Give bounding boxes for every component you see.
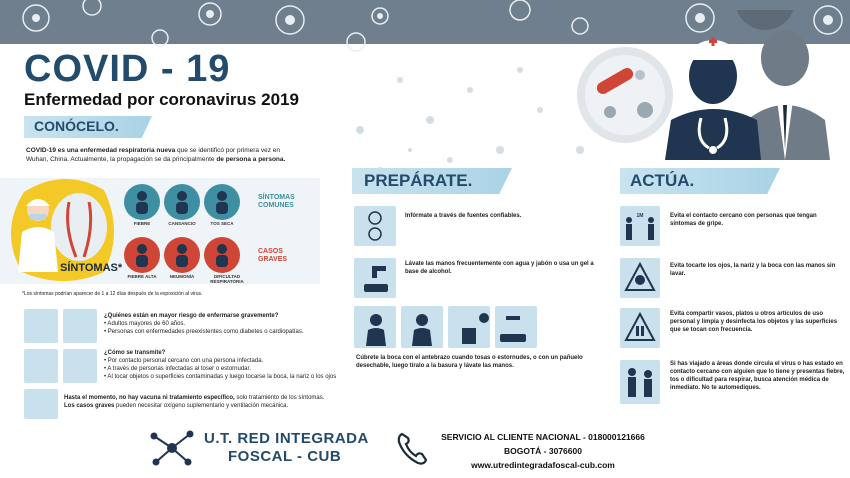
web-link[interactable]: www.utredintegradafoscal-cub.com (471, 460, 615, 470)
symptom-label: CANSANCIO (168, 221, 196, 226)
actua-item: Evita el contacto cercano con personas que tengan síntomas de gripe. (670, 213, 817, 227)
vaccine-rest: solo tratamiento de los síntomas. (234, 395, 325, 401)
figure-silhouettes-icon (124, 184, 240, 274)
actua-label: ACTÚA. (630, 171, 695, 190)
transmit-title: ¿Cómo se transmite? (104, 350, 166, 356)
intro-rest-1: que se identificó por primera vez en (175, 147, 280, 154)
graves-bold: Los casos graves (64, 403, 115, 409)
preparate-item: Infórmate a través de fuentes confiables. (405, 213, 522, 219)
distance-figures-icon (620, 206, 660, 246)
actua-item: Evita compartir vasos, platos u otros artículos de uso personal y limpia y desinfecta los objetos y las superficies que se tocan con frecuencia. (670, 311, 838, 333)
vaccine-bold: Hasta el momento, no hay vacuna ni tratamiento específico, (64, 395, 235, 401)
faucet-icon (358, 262, 392, 294)
sintomas-label: SÍNTOMAS* (60, 262, 123, 274)
distance-1m-label: 1M (636, 213, 644, 219)
doctor-patient-icon (620, 360, 660, 404)
medical-staff-icon (665, 10, 835, 160)
symptom-label: DIFICULTAD RESPIRATORIA (210, 274, 244, 284)
preparate-label: PREPÁRATE. (364, 171, 473, 190)
risk-item: • Personas con enfermedades preexistentes como diabetes o cardiopatías. (104, 329, 304, 335)
patient-icon (63, 309, 97, 343)
prevention-figures-icon (354, 306, 538, 348)
contact-icon (24, 349, 58, 383)
sneeze-icon (63, 349, 97, 383)
city-line: BOGOTÁ - 3076600 (504, 446, 582, 456)
org-name-line-2: FOSCAL - CUB (228, 448, 342, 465)
preparate-bottom-text: Cúbrete la boca con el antebrazo cuando tosas o estornudes, o con un pañuelo desechable, luego tíralo a la basura y lávate las manos. (356, 355, 583, 369)
service-line: SERVICIO AL CLIENTE NACIONAL - 018000121666 (441, 432, 645, 442)
org-name-line-1: U.T. RED INTEGRADA (204, 430, 369, 447)
preparate-item: Lávate las manos frecuentemente con agua y jabón o usa un gel a base de alcohol. (405, 261, 594, 275)
actua-item: Si has viajado a áreas donde circula el virus o has estado en contacto cercano con alguien que lo tiene y presentas fiebre, tos o dificultad para respirar, busca atención médica de inmediato. No te automediques. (670, 361, 845, 391)
elderly-icon (24, 309, 58, 343)
conocelo-label: CONÓCELO. (34, 118, 119, 134)
symptoms-footnote: *Los síntomas podrían aparecer de 1 a 12 días después de la exposición al virus. (22, 291, 203, 297)
transmit-block (104, 349, 354, 381)
actua-item: Evita tocarte los ojos, la nariz y la boca con las manos sin lavar. (670, 263, 836, 277)
transmit-item: • A través de personas infectadas al toser o estornudar. (104, 366, 251, 372)
phone-icon (396, 430, 430, 466)
page-subtitle: Enfermedad por coronavirus 2019 (24, 90, 299, 109)
graves-rest: pueden necesitar oxígeno suplementario y ventilación mecánica. (114, 403, 289, 409)
page-title: COVID - 19 (24, 48, 231, 90)
network-logo-icon (148, 428, 196, 468)
symptom-label: FIEBRE ALTA (127, 274, 157, 279)
intro-bold-2: de persona a persona. (216, 156, 286, 163)
intro-line-2: Wuhan, China. Actualmente, la propagación se da principalmente (26, 156, 217, 163)
utensils-icon (624, 312, 656, 344)
transmit-item: • Por contacto personal cercano con una persona infectada. (104, 358, 264, 364)
intro-paragraph (26, 146, 326, 164)
intro-bold-1: COVID-19 es una enfermedad respiratoria nueva (26, 147, 176, 154)
no-vaccine-icon (24, 389, 58, 419)
globe-icon (364, 210, 386, 242)
risk-block (104, 312, 334, 336)
common-symptoms-label: SÍNTOMAS COMUNES (258, 194, 295, 209)
symptom-label: FIEBRE (133, 221, 151, 226)
transmit-item: • Al tocar objetos o superficies contaminadas y luego tocarse la boca, la nariz o los ojos (104, 374, 337, 380)
symptom-label: NEUMONÍA (169, 274, 195, 279)
risk-title: ¿Quiénes están en mayor riesgo de enfermarse gravemente? (104, 313, 279, 319)
risk-item: • Adultos mayores de 60 años. (104, 321, 186, 327)
severe-cases-label: CASOS GRAVES (258, 248, 288, 263)
microscope-virus-icon (570, 40, 680, 150)
symptom-label: TOS SECA (210, 221, 234, 226)
vaccine-block (64, 394, 344, 410)
warning-face-icon (624, 262, 656, 294)
